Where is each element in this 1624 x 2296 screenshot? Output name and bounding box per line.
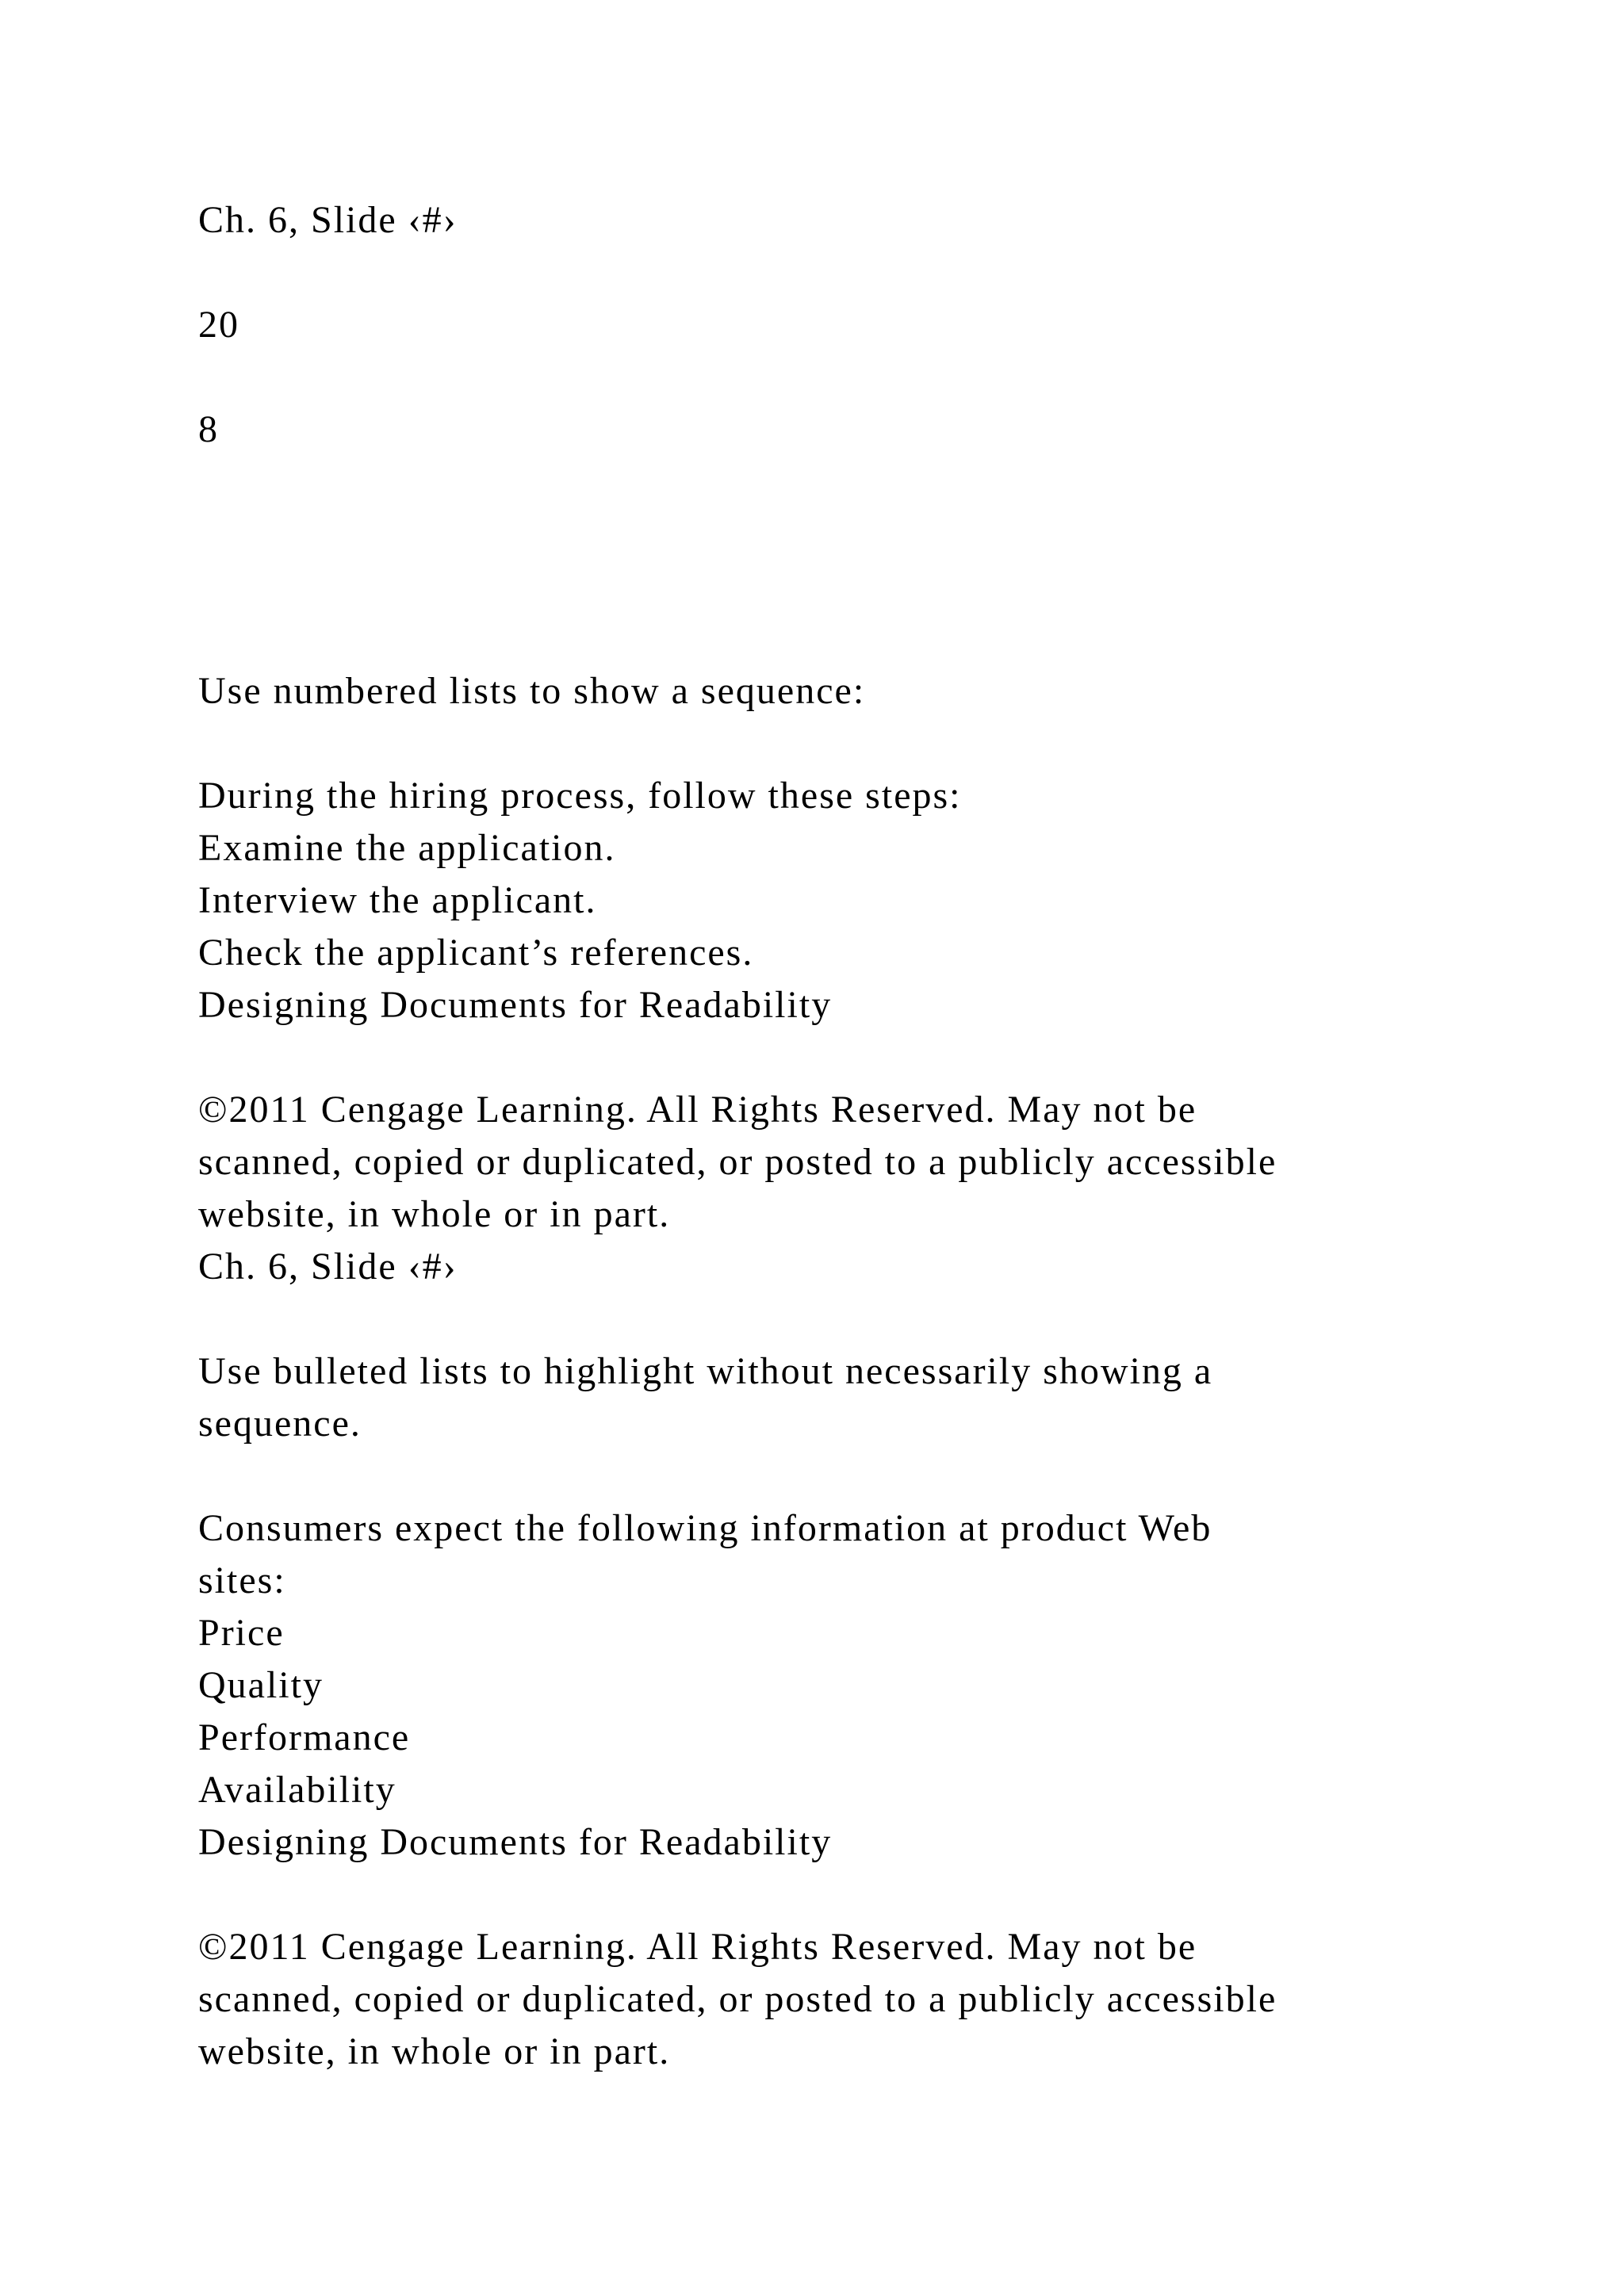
list-item: Availability — [198, 1769, 396, 1811]
list-item: Performance — [198, 1716, 411, 1758]
slide-reference: Ch. 6, Slide ‹#› — [198, 199, 458, 241]
copyright-line: website, in whole or in part. — [198, 1193, 671, 1235]
page-number: 8 — [198, 408, 219, 450]
paragraph-line: sites: — [198, 1559, 286, 1601]
list-item: Examine the application. — [198, 827, 616, 869]
copyright-line: ©2011 Cengage Learning. All Rights Reserved. May not be — [198, 1089, 1197, 1131]
copyright-line: scanned, copied or duplicated, or posted to a publicly accessible — [198, 1141, 1277, 1183]
copyright-line: ©2011 Cengage Learning. All Rights Reserved. May not be — [198, 1926, 1197, 1968]
slide-reference: Ch. 6, Slide ‹#› — [198, 1246, 458, 1288]
paragraph-line: During the hiring process, follow these steps: — [198, 775, 962, 817]
list-item: Check the applicant’s references. — [198, 932, 754, 974]
paragraph-line: Consumers expect the following information at product Web — [198, 1507, 1212, 1549]
paragraph-line: sequence. — [198, 1402, 362, 1445]
section-title: Designing Documents for Readability — [198, 984, 833, 1026]
copyright-line: website, in whole or in part. — [198, 2030, 671, 2072]
page-number: 20 — [198, 304, 239, 346]
list-item: Interview the applicant. — [198, 879, 597, 921]
list-item: Quality — [198, 1664, 324, 1706]
section-title: Designing Documents for Readability — [198, 1821, 833, 1863]
paragraph-line: Use bulleted lists to highlight without necessarily showing a — [198, 1350, 1213, 1392]
list-item: Price — [198, 1612, 285, 1654]
paragraph-line: Use numbered lists to show a sequence: — [198, 670, 866, 712]
copyright-line: scanned, copied or duplicated, or posted to a publicly accessible — [198, 1978, 1277, 2020]
